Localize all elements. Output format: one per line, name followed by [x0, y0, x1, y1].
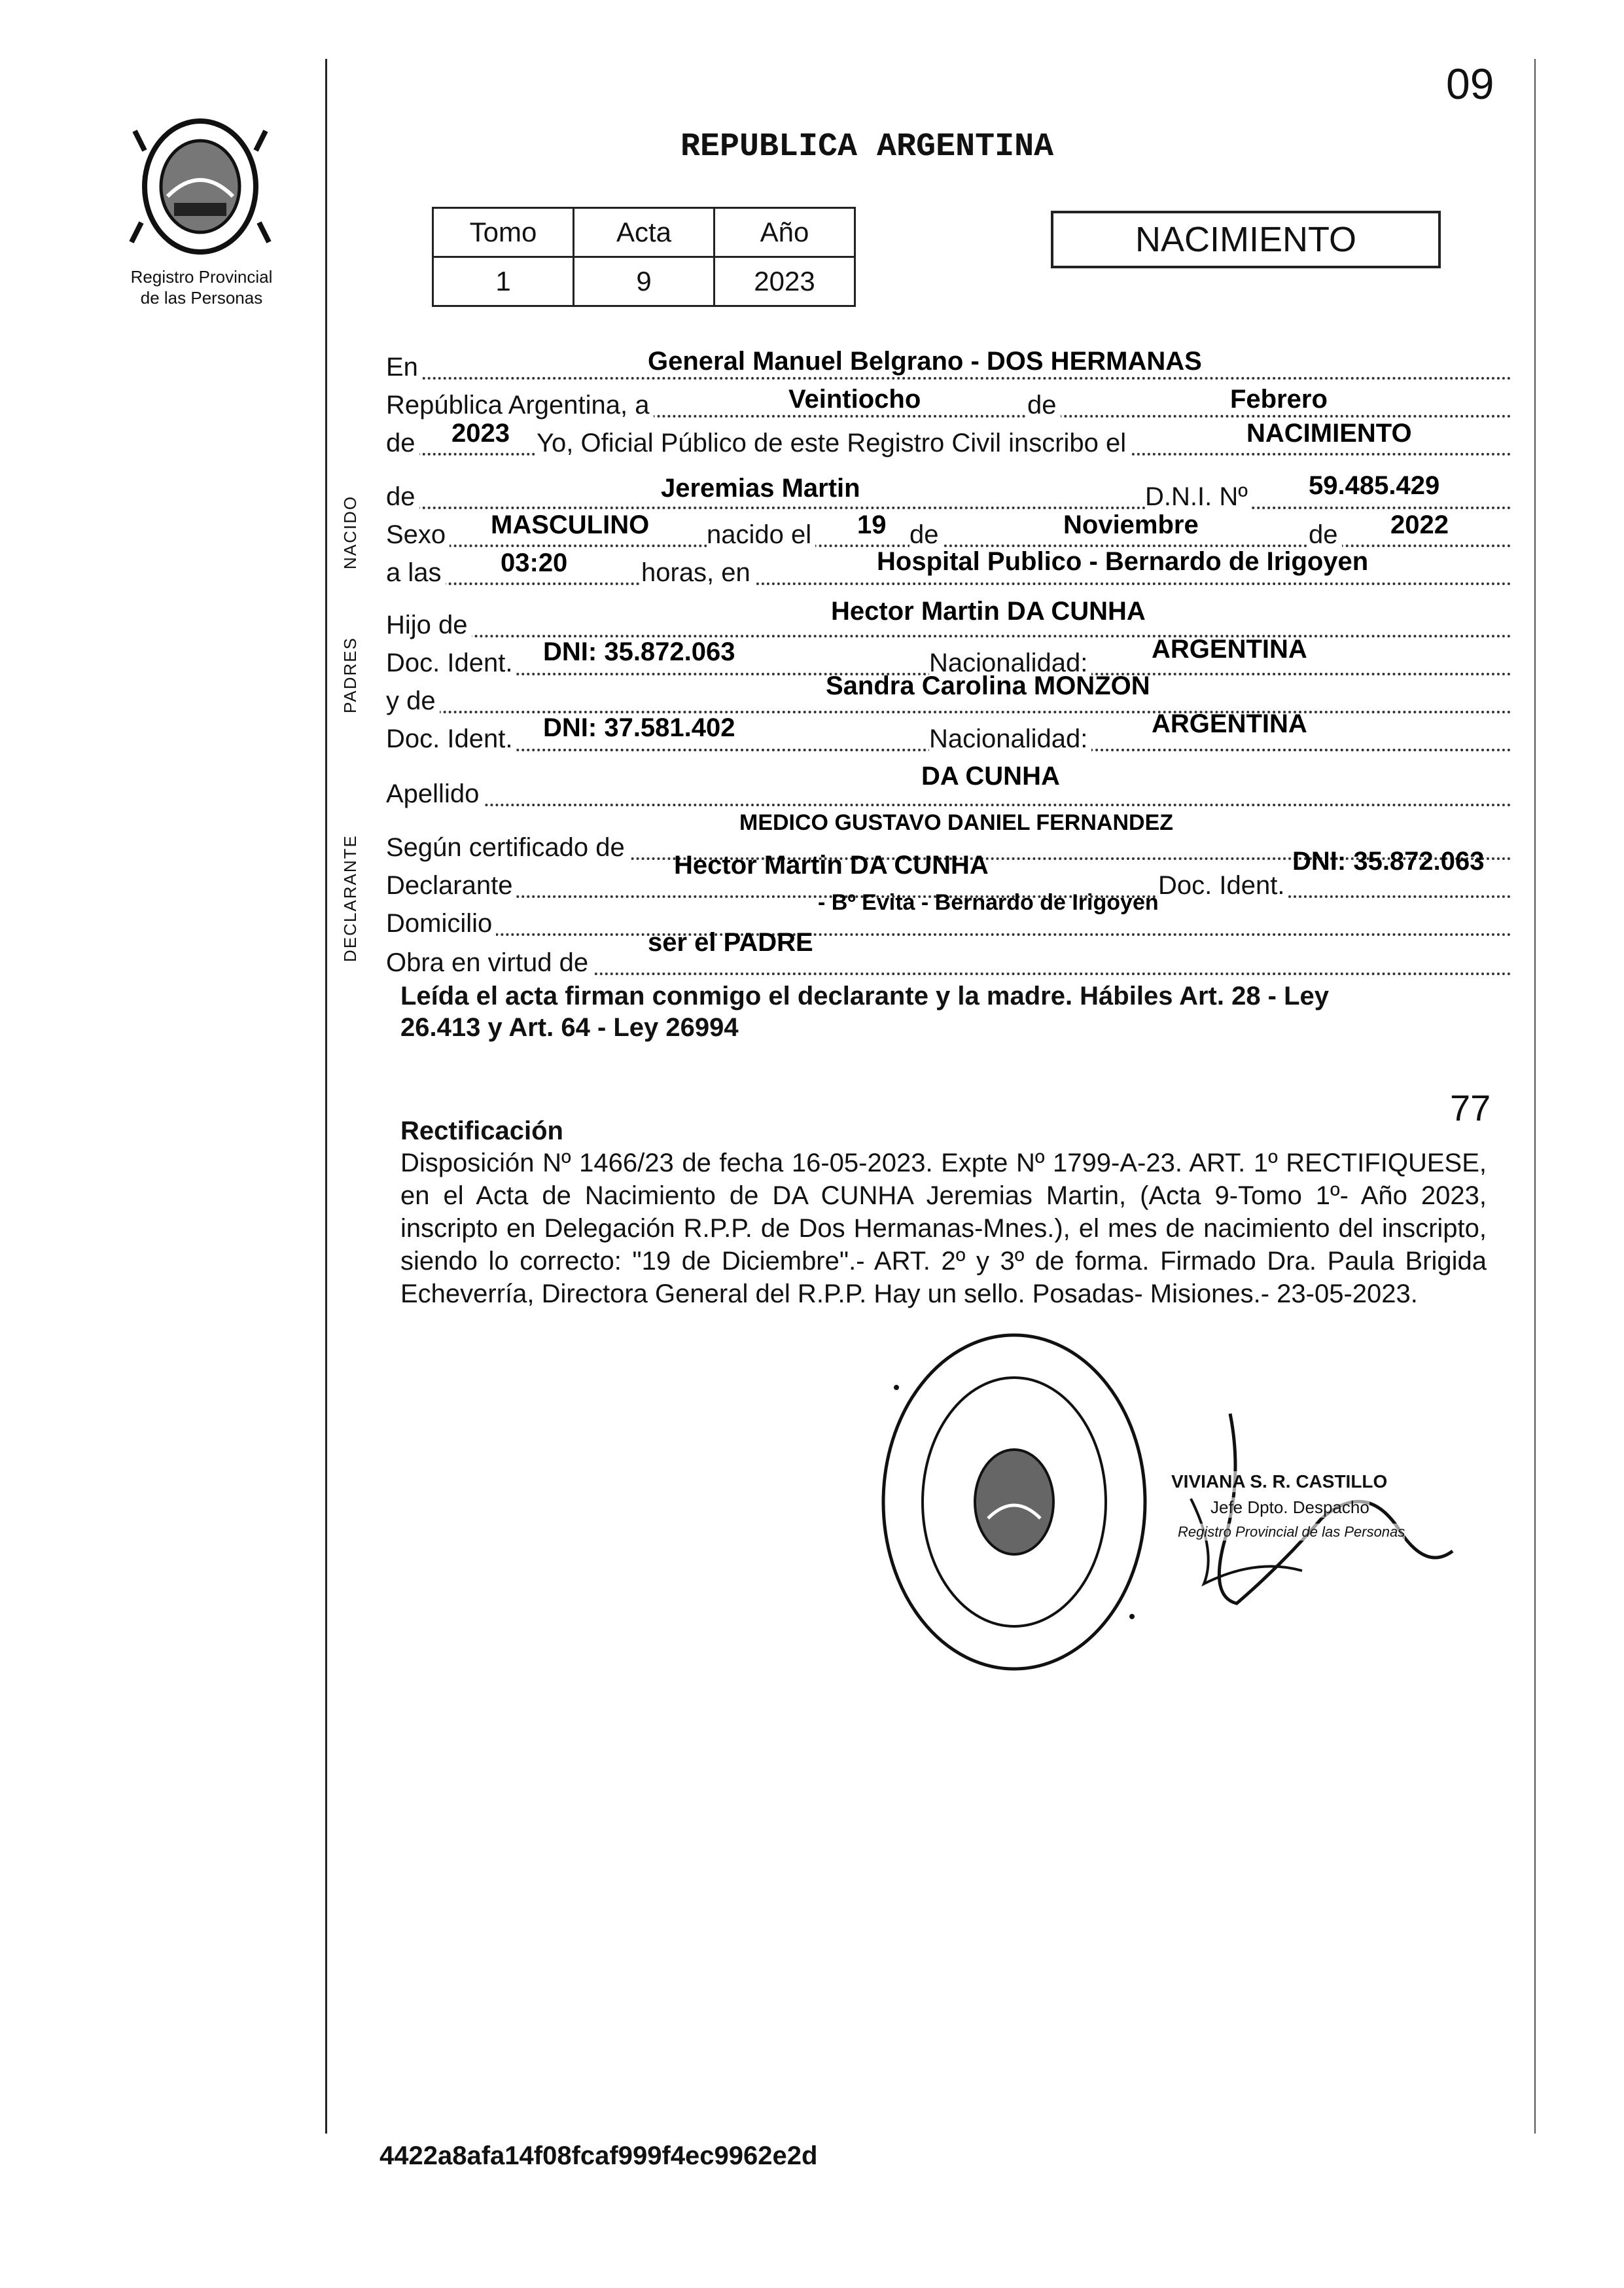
dotted-line: [386, 933, 1511, 936]
logo-caption-1: Registro Provincial: [130, 267, 273, 287]
label-de-anio: de: [386, 429, 419, 458]
value-madre: Sandra Carolina MONZON: [826, 671, 1150, 700]
label-hijo-de: Hijo de: [386, 611, 472, 640]
label-segun: Según certificado de: [386, 833, 629, 863]
value-certificado: MEDICO GUSTAVO DANIEL FERNANDEZ: [739, 810, 1174, 835]
anio-value: 2023: [715, 257, 855, 306]
signature-org: Registro Provincial de las Personas: [1178, 1524, 1405, 1540]
value-padre: Hector Martin DA CUNHA: [831, 597, 1146, 626]
signature: [1152, 1401, 1479, 1636]
signature-title: Jefe Dpto. Despacho: [1210, 1497, 1369, 1517]
label-republica: República Argentina, a: [386, 391, 654, 420]
value-mes: Febrero: [1230, 385, 1328, 414]
label-de-nombre: de: [386, 482, 419, 512]
label-de-nac-anio: de: [1309, 520, 1342, 550]
seal-icon: [877, 1329, 1152, 1675]
label-y-de: y de: [386, 687, 440, 716]
value-lugar: General Manuel Belgrano - DOS HERMANAS: [648, 347, 1202, 376]
value-dia: Veintiocho: [788, 385, 921, 414]
label-nacionalidad-2: Nacionalidad:: [929, 724, 1091, 754]
label-apellido: Apellido: [386, 779, 483, 809]
label-doc-ident-2: Doc. Ident.: [386, 724, 516, 754]
value-obra: ser el PADRE: [648, 928, 813, 957]
value-lugar-nac: Hospital Publico - Bernardo de Irigoyen: [877, 547, 1369, 576]
label-doc-ident: Doc. Ident.: [386, 649, 516, 678]
acta-value: 9: [574, 257, 715, 306]
label-domicilio: Domicilio: [386, 909, 496, 938]
coat-of-arms-icon: [128, 111, 272, 262]
value-nac-anio: 2022: [1390, 510, 1449, 539]
value-nombre: Jeremias Martin: [661, 474, 860, 503]
closing-line-1: Leída el acta firman conmigo el declarante y la madre. Hábiles Art. 28 - Ley: [400, 982, 1330, 1010]
tomo-value: 1: [433, 257, 574, 306]
closing-line-2: 26.413 y Art. 64 - Ley 26994: [400, 1013, 739, 1042]
value-inscribo: NACIMIENTO: [1246, 419, 1412, 448]
signature-name: VIVIANA S. R. CASTILLO: [1171, 1471, 1388, 1492]
document-hash: 4422a8afa14f08fcaf999f4ec9962e2d: [380, 2141, 818, 2170]
label-declarante: Declarante: [386, 871, 516, 901]
value-domicilio: - Bº Evita - Bernardo de Irigoyen: [818, 890, 1159, 915]
label-a-las: a las: [386, 558, 446, 588]
value-hora: 03:20: [501, 548, 568, 577]
label-de-mes: de: [1027, 391, 1061, 420]
label-sexo: Sexo: [386, 520, 450, 550]
value-nac-dia: 19: [857, 510, 887, 539]
note-number: 77: [1450, 1087, 1491, 1128]
value-padre-doc: DNI: 35.872.063: [543, 637, 735, 666]
label-de-nac-mes: de: [909, 520, 943, 550]
tomo-label: Tomo: [433, 208, 574, 257]
value-madre-nac: ARGENTINA: [1152, 709, 1307, 738]
rectificacion-text: Disposición Nº 1466/23 de fecha 16-05-2023. Expte Nº 1799-A-23. ART. 1º RECTIFIQUESE, en el Acta de Nacimiento de DA CUNHA Jeremias Martin, (Acta 9-Tomo 1º- Año 2023, inscripto en Delegación R.P.P. de Dos Hermanas-Mnes.), el mes de nacimiento del inscripto, siendo lo correcto: "19 de Diciembre".- ART. 2º y 3º de forma. Firmado Dra. Paula Brigida Echeverría, Directora General del R.P.P. Hay un sello. Posadas- Misiones.- 23-05-2023.: [400, 1149, 1487, 1308]
side-label-padres: PADRES: [340, 637, 360, 713]
province-logo: [128, 111, 272, 262]
tomo-acta-table: [432, 207, 856, 307]
dotted-line: [386, 804, 1511, 806]
logo-caption-2: de las Personas: [140, 288, 263, 308]
acta-label: Acta: [574, 208, 715, 257]
label-obra: Obra en virtud de: [386, 948, 592, 978]
value-declarante: Hector Martin DA CUNHA: [674, 851, 989, 880]
label-nacido-el: nacido el: [707, 520, 815, 550]
value-madre-doc: DNI: 37.581.402: [543, 713, 735, 742]
row-republica: [386, 385, 1511, 424]
rectificacion-title: Rectificación: [400, 1117, 563, 1145]
label-dni: D.N.I. Nº: [1145, 482, 1252, 512]
label-en: En: [386, 353, 422, 382]
row-obra: [386, 942, 1511, 982]
page-title: REPUBLICA ARGENTINA: [680, 128, 1054, 166]
value-padre-nac: ARGENTINA: [1152, 635, 1307, 664]
value-declarante-doc: DNI: 35.872.063: [1292, 847, 1485, 876]
anio-label: Año: [715, 208, 855, 257]
dotted-line: [386, 377, 1511, 380]
margin-line-right: [1534, 59, 1536, 2134]
dotted-line: [386, 507, 1511, 509]
official-seal: [877, 1329, 1152, 1675]
label-horas-en: horas, en: [641, 558, 754, 588]
signature-scribble-icon: [1152, 1401, 1479, 1636]
value-sexo: MASCULINO: [491, 510, 650, 539]
side-label-declarante: DECLARANTE: [340, 834, 360, 962]
label-doc-ident-3: Doc. Ident.: [1158, 871, 1288, 901]
margin-line-left: [325, 59, 327, 2134]
value-apellido: DA CUNHA: [921, 762, 1060, 791]
dotted-line: [386, 582, 1511, 585]
value-nac-mes: Noviembre: [1063, 510, 1199, 539]
side-label-nacido: NACIDO: [340, 495, 360, 569]
value-anio: 2023: [451, 419, 510, 448]
record-type-box: NACIMIENTO: [1051, 211, 1441, 268]
label-yo: Yo, Oficial Público de este Registro Civil inscribo el: [537, 429, 1130, 458]
page-number: 09: [1446, 60, 1494, 108]
value-dni: 59.485.429: [1309, 471, 1440, 500]
label-nacionalidad: Nacionalidad:: [929, 649, 1091, 678]
